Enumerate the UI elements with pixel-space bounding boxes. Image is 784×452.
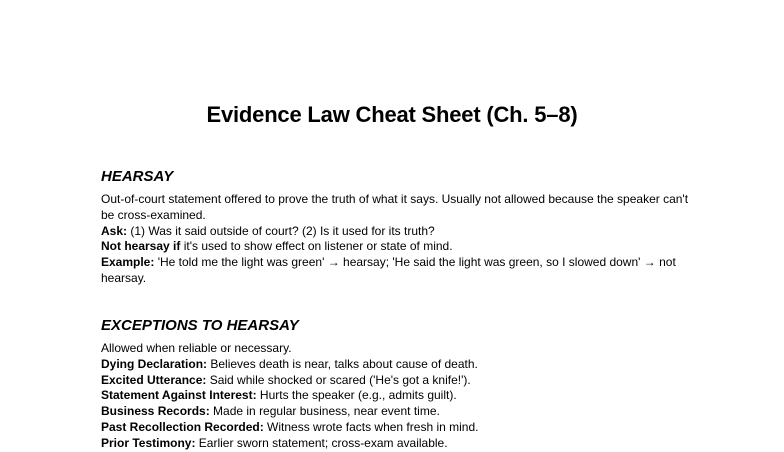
ask-label: Ask: — [101, 223, 128, 238]
hearsay-definition: Out-of-court statement offered to prove the truth of what it says. Usually not allowed because the speaker can't be cross-examined. — [101, 192, 689, 222]
exception-label: Statement Against Interest: — [101, 388, 257, 403]
exception-label: Excited Utterance: — [101, 372, 207, 387]
not-hearsay-line — [101, 239, 701, 255]
page-title: Evidence Law Cheat Sheet (Ch. 5–8) — [206, 102, 578, 127]
not-hearsay-label: Not hearsay if — [101, 239, 181, 254]
exception-label: Past Recollection Recorded: — [101, 419, 264, 434]
exception-item — [101, 420, 701, 436]
section-heading-hearsay: HEARSAY — [101, 168, 174, 185]
ask-text: (1) Was it said outside of court? (2) Is it used for its truth? — [127, 223, 435, 238]
exceptions-intro: Allowed when reliable or necessary. — [101, 341, 292, 355]
exception-label: Dying Declaration: — [101, 356, 208, 371]
exception-item — [101, 436, 701, 452]
exception-item — [101, 357, 701, 373]
exception-item — [101, 388, 701, 404]
exceptions-section-body — [101, 341, 701, 452]
exception-text: Believes death is near, talks about cause of death. — [207, 356, 478, 371]
exception-text: Witness wrote facts when fresh in mind. — [263, 419, 479, 434]
exception-label: Business Records: — [101, 404, 210, 419]
exception-text: Hurts the speaker (e.g., admits guilt). — [256, 388, 457, 403]
hearsay-ask-line — [101, 224, 701, 240]
example-text: 'He told me the light was green' → hearsay; 'He said the light was green, so I slowed down' → not hearsay. — [101, 255, 676, 285]
exception-text: Said while shocked or scared ('He's got a knife!'). — [206, 372, 471, 387]
example-label: Example: — [101, 255, 155, 270]
exception-text: Made in regular business, near event time. — [209, 404, 440, 419]
section-heading-exceptions: EXCEPTIONS TO HEARSAY — [101, 317, 299, 334]
hearsay-section-body — [101, 192, 701, 287]
exception-item — [101, 373, 701, 389]
exception-label: Prior Testimony: — [101, 435, 196, 450]
not-hearsay-text: it's used to show effect on listener or state of mind. — [180, 239, 453, 254]
exception-item — [101, 404, 701, 420]
hearsay-example-line — [101, 255, 701, 287]
exception-text: Earlier sworn statement; cross-exam available. — [195, 435, 448, 450]
